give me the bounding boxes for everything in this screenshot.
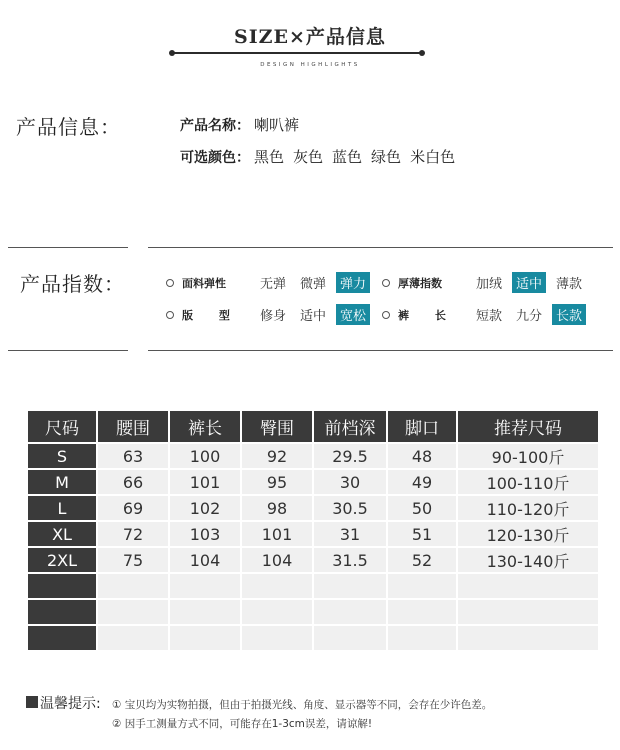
table-cell: 31.5	[314, 548, 386, 572]
index-option: 加绒	[476, 277, 503, 292]
index-option: 适中	[300, 309, 327, 324]
page-title: SIZE×产品信息	[234, 26, 386, 48]
table-cell: 98	[242, 496, 312, 520]
table-cell: 110-120斤	[458, 496, 598, 520]
table-row	[28, 496, 598, 520]
table-cell: 50	[388, 496, 456, 520]
table-row-empty	[28, 600, 598, 624]
table-cell: 49	[388, 470, 456, 494]
size-cell: M	[28, 470, 96, 494]
color-option: 蓝色	[332, 148, 363, 166]
table-cell: 48	[388, 444, 456, 468]
table-cell: 30.5	[314, 496, 386, 520]
column-header: 脚口	[388, 411, 456, 442]
index-length	[382, 304, 586, 325]
index-option-selected: 弹力	[336, 272, 370, 293]
index-option: 短款	[476, 309, 503, 324]
table-header-row	[28, 411, 598, 442]
table-cell: 100-110斤	[458, 470, 598, 494]
size-cell	[28, 574, 96, 598]
note-line: ② 因手工测量方式不同，可能存在1-3cm误差，请谅解!	[112, 718, 373, 730]
table-cell	[458, 574, 598, 598]
product-colors-key: 可选颜色：	[180, 150, 250, 166]
product-name-row	[180, 114, 299, 135]
table-cell: 90-100斤	[458, 444, 598, 468]
index-key: 厚薄指数	[398, 276, 442, 290]
underline-dot-right	[419, 50, 425, 56]
bullet-circle-icon	[382, 311, 390, 319]
table-cell	[458, 600, 598, 624]
divider-top-left	[8, 247, 128, 248]
index-option-selected: 适中	[512, 272, 546, 293]
table-cell: 120-130斤	[458, 522, 598, 546]
column-header: 尺码	[28, 411, 96, 442]
table-cell	[170, 626, 240, 650]
size-cell	[28, 600, 96, 624]
color-option: 黑色	[254, 148, 285, 166]
divider-top-right	[148, 247, 613, 248]
table-cell: 130-140斤	[458, 548, 598, 572]
table-cell: 30	[314, 470, 386, 494]
column-header: 臀围	[242, 411, 312, 442]
size-cell: 2XL	[28, 548, 96, 572]
index-key: 版 型	[182, 308, 230, 322]
table-cell: 63	[98, 444, 168, 468]
size-table	[26, 409, 600, 652]
table-row	[28, 444, 598, 468]
product-index-label: 产品指数：	[20, 272, 125, 296]
underline-dot-left	[169, 50, 175, 56]
table-cell	[314, 574, 386, 598]
table-cell: 31	[314, 522, 386, 546]
table-row-empty	[28, 626, 598, 650]
product-info-label: 产品信息：	[16, 115, 121, 139]
table-cell: 103	[170, 522, 240, 546]
table-cell: 51	[388, 522, 456, 546]
color-option: 灰色	[293, 148, 324, 166]
bullet-circle-icon	[166, 279, 174, 287]
divider-bottom-left	[8, 350, 128, 351]
notes-title: 温馨提示:	[40, 696, 101, 712]
index-option: 无弹	[260, 277, 287, 292]
size-cell: XL	[28, 522, 96, 546]
column-header: 裤长	[170, 411, 240, 442]
table-cell: 100	[170, 444, 240, 468]
color-option: 米白色	[410, 148, 456, 166]
table-cell: 29.5	[314, 444, 386, 468]
table-cell	[98, 600, 168, 624]
column-header: 推荐尺码	[458, 411, 598, 442]
table-cell: 104	[242, 548, 312, 572]
bullet-circle-icon	[382, 279, 390, 287]
color-option: 绿色	[371, 148, 402, 166]
table-row	[28, 548, 598, 572]
size-cell: S	[28, 444, 96, 468]
table-cell	[170, 600, 240, 624]
index-option-selected: 宽松	[336, 304, 370, 325]
product-name-key: 产品名称：	[180, 118, 250, 134]
index-option: 九分	[516, 309, 543, 324]
title-underline	[172, 52, 422, 54]
page-subtitle: DESIGN HIGHLIGHTS	[260, 62, 360, 68]
table-cell: 66	[98, 470, 168, 494]
column-header: 腰围	[98, 411, 168, 442]
note-line: ① 宝贝均为实物拍摄，但由于拍摄光线、角度、显示器等不同，会存在少许色差。	[112, 699, 493, 711]
table-cell	[388, 574, 456, 598]
table-cell: 69	[98, 496, 168, 520]
index-fabric-elasticity	[166, 272, 370, 293]
table-cell	[98, 626, 168, 650]
note-square-icon	[26, 696, 38, 708]
index-option: 修身	[260, 309, 287, 324]
table-cell	[458, 626, 598, 650]
table-cell: 92	[242, 444, 312, 468]
table-row	[28, 470, 598, 494]
table-cell: 75	[98, 548, 168, 572]
table-row	[28, 522, 598, 546]
table-cell	[388, 600, 456, 624]
table-cell	[242, 600, 312, 624]
table-row-empty	[28, 574, 598, 598]
divider-bottom-right	[148, 350, 613, 351]
column-header: 前档深	[314, 411, 386, 442]
table-cell	[98, 574, 168, 598]
index-key: 面料弹性	[182, 276, 226, 290]
product-name-value: 喇叭裤	[254, 116, 300, 134]
table-cell: 102	[170, 496, 240, 520]
table-cell	[242, 574, 312, 598]
index-option: 微弹	[300, 277, 327, 292]
index-fit	[166, 304, 370, 325]
table-cell: 104	[170, 548, 240, 572]
table-cell: 72	[98, 522, 168, 546]
table-cell	[314, 600, 386, 624]
product-colors-row	[180, 146, 464, 167]
table-cell	[388, 626, 456, 650]
table-cell: 101	[242, 522, 312, 546]
table-cell	[314, 626, 386, 650]
size-cell	[28, 626, 96, 650]
table-cell: 101	[170, 470, 240, 494]
table-cell: 95	[242, 470, 312, 494]
size-cell: L	[28, 496, 96, 520]
index-thickness	[382, 272, 586, 293]
product-colors-list	[254, 148, 464, 166]
index-option: 薄款	[556, 277, 583, 292]
table-cell	[242, 626, 312, 650]
table-cell: 52	[388, 548, 456, 572]
index-key: 裤 长	[398, 308, 446, 322]
index-option-selected: 长款	[552, 304, 586, 325]
table-cell	[170, 574, 240, 598]
bullet-circle-icon	[166, 311, 174, 319]
